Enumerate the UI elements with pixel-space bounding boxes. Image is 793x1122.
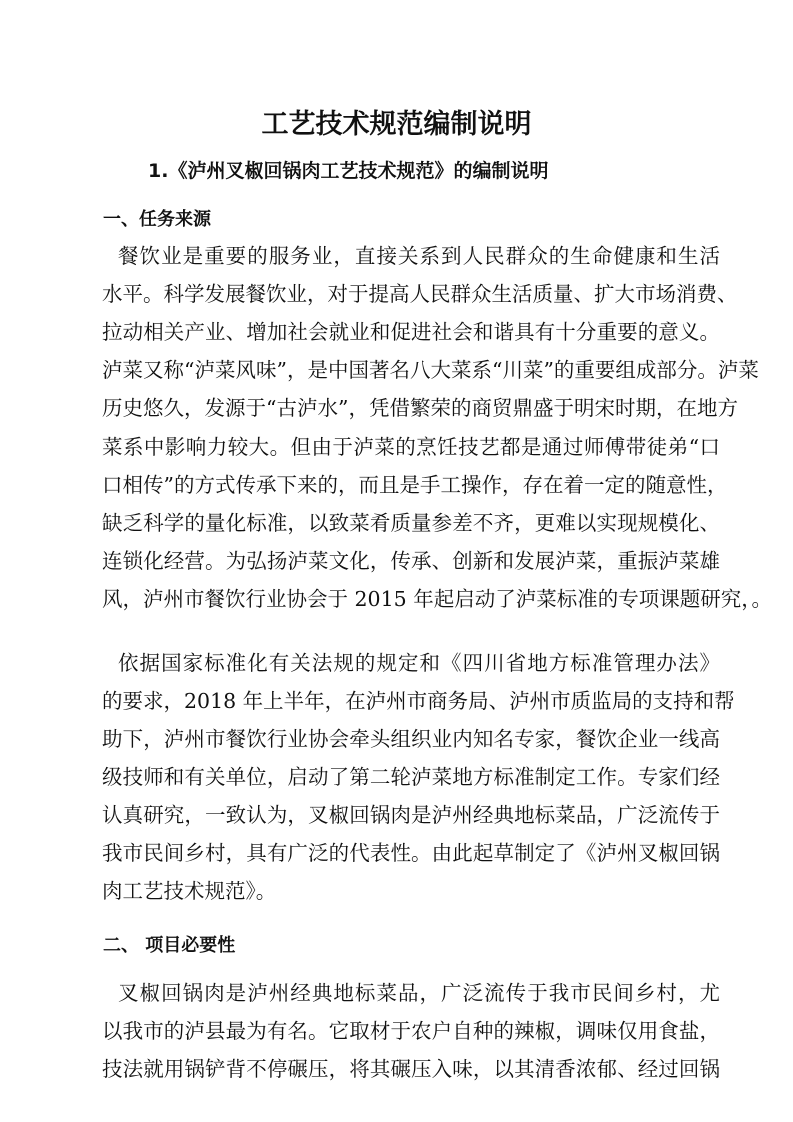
text-line: 风，泸州市餐饮行业协会于 2015 年起启动了泸菜标准的专项课题研究，。: [102, 586, 772, 611]
text-line: 历史悠久，发源于“古泸水”，凭借繁荣的商贸鼎盛于明宋时期，在地方: [102, 396, 738, 421]
text-line: 口相传”的方式传承下来的，而且是手工操作，存在着一定的随意性，: [102, 472, 728, 497]
section-heading-necessity: 二、 项目必要性: [103, 935, 236, 956]
document-title: 工艺技术规范编制说明: [261, 109, 532, 140]
text-line: 叉椒回锅肉是泸州经典地标菜品，广泛流传于我市民间乡村，尤: [118, 981, 720, 1005]
text-line: 助下，泸州市餐饮行业协会牵头组织业内知名专家，餐饮企业一线高: [102, 727, 720, 751]
text-line: 的要求，2018 年上半年，在泸州市商务局、泸州市质监局的支持和帮: [102, 689, 735, 713]
document-subtitle: 1.《泸州叉椒回锅肉工艺技术规范》的编制说明: [148, 160, 549, 182]
text-line: 缺乏科学的量化标准，以致菜肴质量参差不齐，更难以实现规模化、: [102, 510, 720, 535]
text-line: 级技师和有关单位，启动了第二轮泸菜地方标准制定工作。专家们经: [102, 765, 720, 789]
text-line: 我市民间乡村，具有广泛的代表性。由此起草制定了《泸州叉椒回锅: [102, 841, 720, 865]
text-line: 泸菜又称“泸菜风味”，是中国著名八大菜系“川菜”的重要组成部分。泸菜: [102, 358, 759, 383]
text-line: 水平。科学发展餐饮业，对于提高人民群众生活质量、扩大市场消费、: [102, 282, 738, 307]
text-line: 认真研究，一致认为，叉椒回锅肉是泸州经典地标菜品，广泛流传于: [102, 803, 720, 827]
section-heading-task-source: 一、任务来源: [103, 209, 211, 230]
text-line: 菜系中影响力较大。但由于泸菜的烹饪技艺都是通过师傅带徒弟“口: [102, 434, 720, 459]
text-line: 餐饮业是重要的服务业，直接关系到人民群众的生命健康和生活: [118, 244, 720, 268]
text-line: 连锁化经营。为弘扬泸菜文化，传承、创新和发展泸菜，重振泸菜雄: [102, 548, 720, 573]
text-line: 拉动相关产业、增加社会就业和促进社会和谐具有十分重要的意义。: [102, 320, 720, 345]
text-line: 依据国家标准化有关法规的规定和《四川省地方标准管理办法》: [118, 651, 720, 675]
text-line: 肉工艺技术规范》。: [102, 879, 277, 903]
text-line: 技法就用锅铲背不停碾压，将其碾压入味，以其清香浓郁、经过回锅: [102, 1057, 720, 1081]
text-line: 以我市的泸县最为有名。它取材于农户自种的辣椒，调味仅用食盐，: [102, 1019, 720, 1043]
